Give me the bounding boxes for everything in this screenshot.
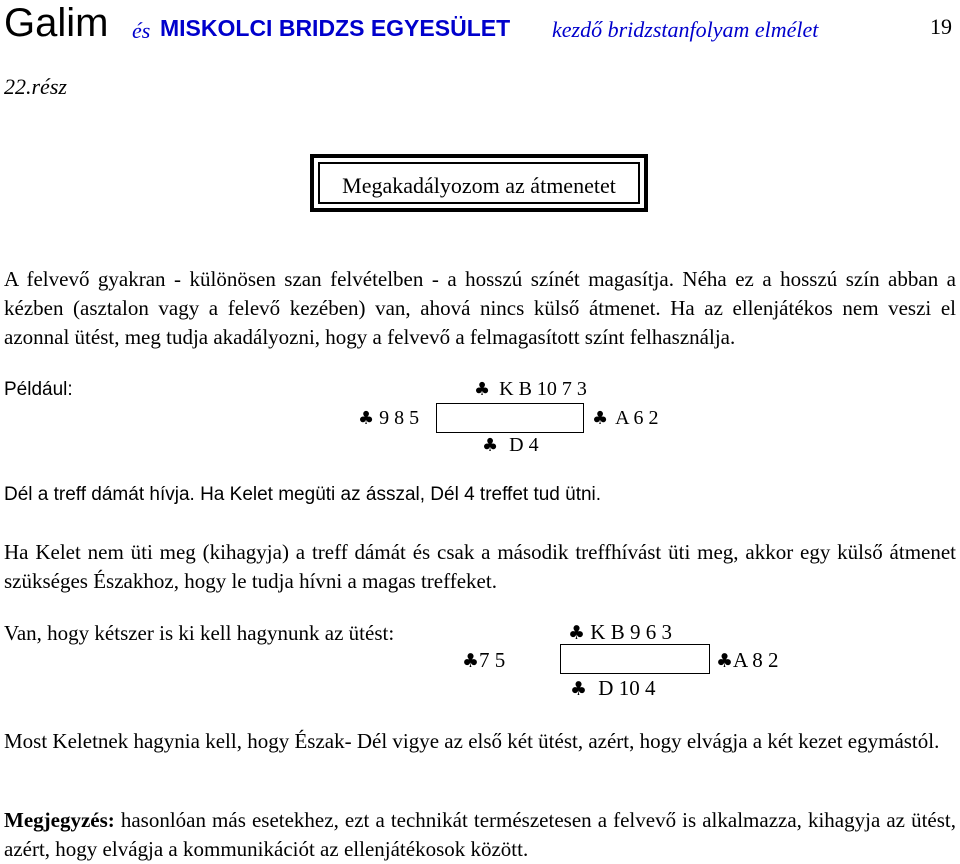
note-text: hasonlóan más esetekhez, ezt a technikát természetesen a felvevő is alkalmazza, kihagyja az ütést, azért, hogy elvágja a kommunikációt az ellenjátékosok között. (4, 808, 956, 861)
example1-east (592, 407, 658, 430)
example2-table-box (560, 644, 710, 674)
note-paragraph (4, 806, 956, 864)
paragraph-explanation: Ha Kelet nem üti meg (kihagyja) a treff dámát és csak a második treffhívást üti meg, akkor egy külső átmenet szükséges Északhoz, hogy le tudja hívni a magas treffeket. (4, 540, 956, 593)
example1-north-cards: K B 10 7 3 (499, 378, 587, 400)
header-club-name: MISKOLCI BRIDZS EGYESÜLET (160, 15, 511, 41)
example2-west-cards: 7 5 (479, 648, 506, 672)
club-suit-icon: ♣ (568, 622, 586, 644)
club-suit-icon: ♣ (462, 650, 480, 672)
example2-south-cards: D 10 4 (598, 676, 656, 700)
header-course-name: kezdő bridzstanfolyam elmélet (552, 17, 819, 42)
header-galim: Galim (4, 1, 109, 45)
paragraph-conclusion: Most Keletnek hagynia kell, hogy Észak- Dél vigye az első két ütést, azért, hogy elvágja a két kezet egymástól. (4, 729, 940, 753)
example2-east (716, 648, 779, 673)
example1-east-cards: A 6 2 (615, 407, 659, 429)
note-label: Megjegyzés: (4, 808, 115, 832)
example1-north (474, 378, 587, 401)
example1-west-cards: 9 8 5 (379, 407, 420, 429)
club-suit-icon: ♣ (474, 379, 491, 400)
example1-label: Például: (4, 379, 73, 400)
example1-south (482, 434, 539, 457)
example1-west (358, 407, 419, 430)
club-suit-icon: ♣ (716, 650, 734, 672)
club-suit-icon: ♣ (570, 678, 588, 700)
example1-table-box (436, 403, 584, 433)
club-suit-icon: ♣ (482, 435, 499, 456)
example2-label: Van, hogy kétszer is ki kell hagynunk az ütést: (4, 621, 395, 645)
header-es: és (132, 18, 151, 43)
paragraph-result: Dél a treff dámát hívja. Ha Kelet megüti az ásszal, Dél 4 treffet tud ütni. (4, 484, 602, 505)
example2-south (570, 676, 655, 701)
page-number: 19 (930, 14, 952, 39)
page-title: Megakadályozom az átmenetet (342, 173, 616, 198)
club-suit-icon: ♣ (592, 408, 609, 429)
example2-north (568, 620, 672, 645)
title-box (310, 154, 648, 212)
club-suit-icon: ♣ (358, 408, 375, 429)
example2-north-cards: K B 9 6 3 (590, 620, 672, 644)
example1-south-cards: D 4 (509, 434, 539, 456)
example2-east-cards: A 8 2 (733, 648, 779, 672)
paragraph-intro: A felvevő gyakran - különösen szan felvételben - a hosszú színét magasítja. Néha ez a hosszú szín abban a kézben (asztalon vagy a felevő kezében) van, ahová nincs külső átmenet. Ha az ellenjátékos nem veszi el azonnal ütést, meg tudja akadályozni, hogy a felvevő a felmagasított színt felhasználja. (4, 267, 956, 349)
example2-west (462, 648, 505, 673)
part-label: 22.rész (4, 74, 67, 99)
